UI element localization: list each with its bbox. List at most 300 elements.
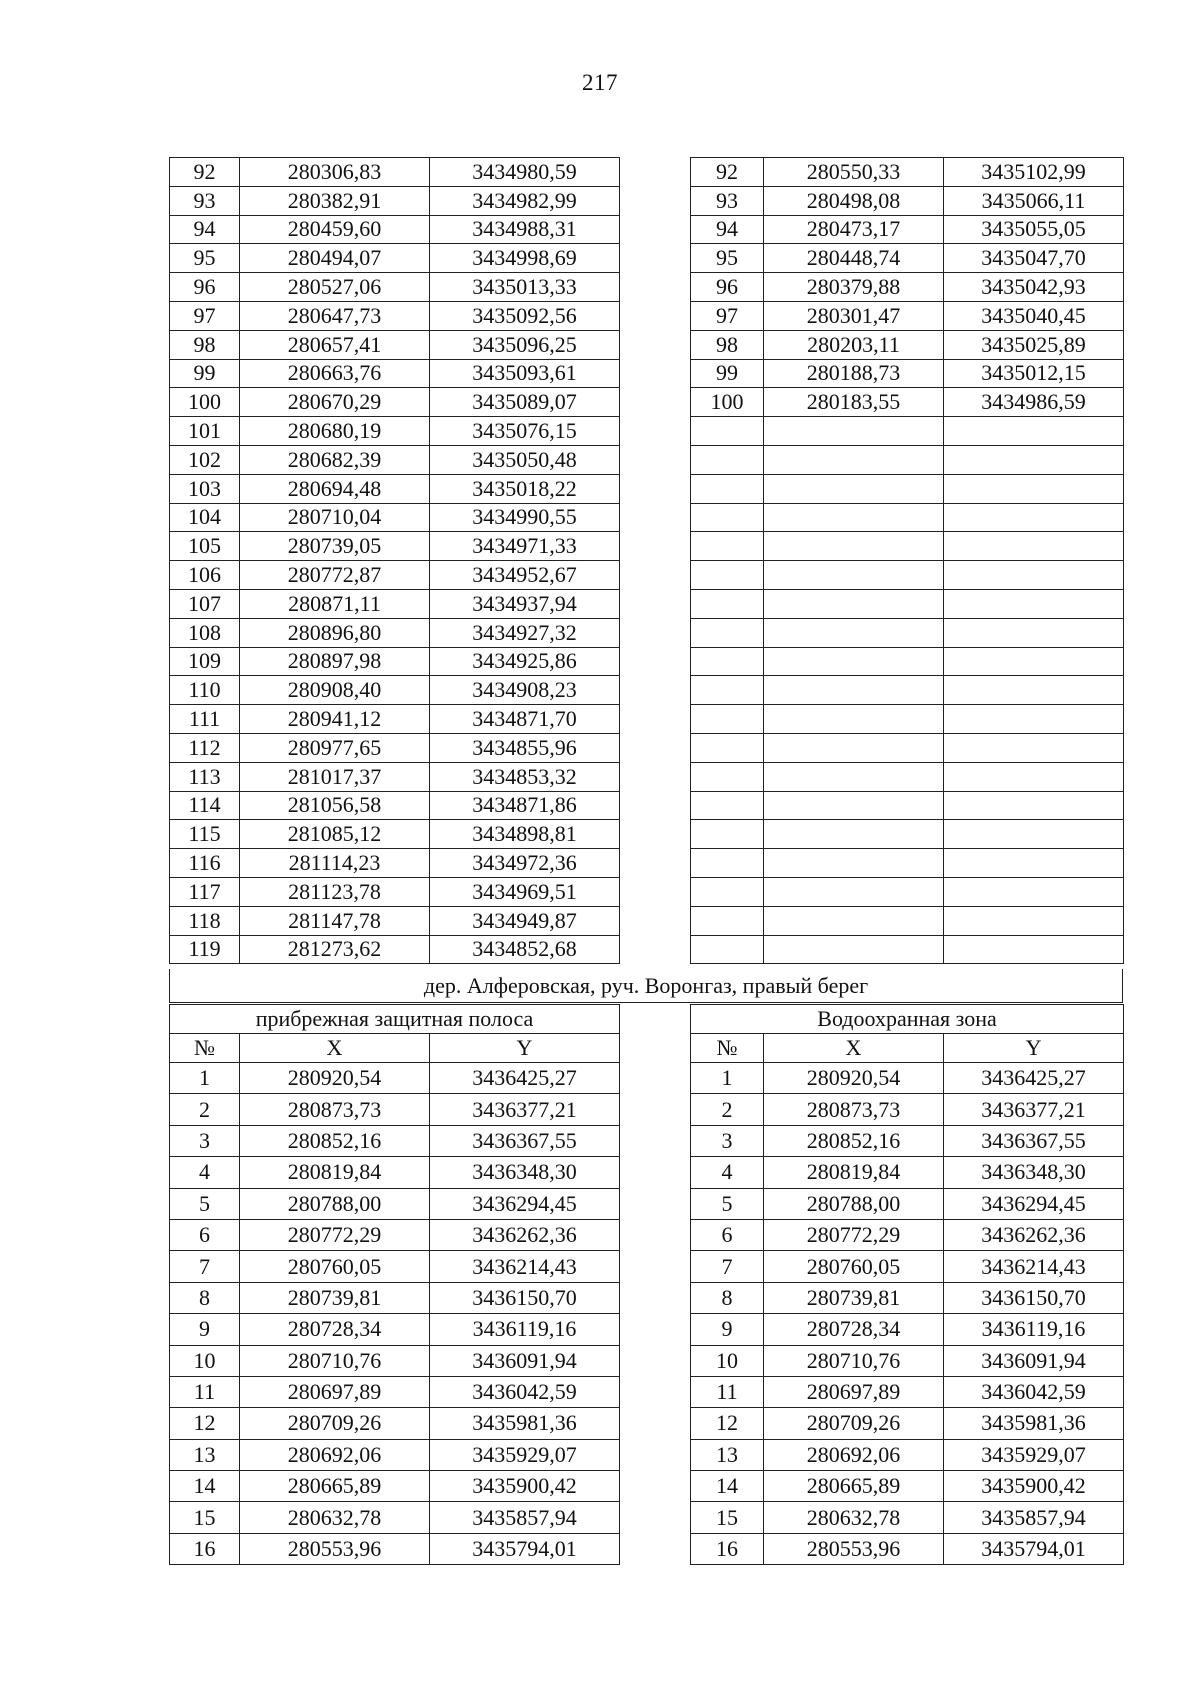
y-coordinate-cell: [944, 762, 1124, 791]
y-coordinate-cell: 3435794,01: [944, 1533, 1124, 1564]
point-number-cell: 1: [691, 1063, 764, 1094]
point-number-cell: [691, 705, 764, 734]
y-coordinate-cell: 3435093,61: [430, 359, 620, 388]
point-number-cell: 112: [170, 733, 240, 762]
y-coordinate-cell: [944, 705, 1124, 734]
table-row: [691, 273, 1124, 302]
y-coordinate-cell: 3435066,11: [944, 186, 1124, 215]
x-coordinate-cell: 280760,05: [764, 1251, 944, 1282]
y-coordinate-cell: 3436348,30: [944, 1157, 1124, 1188]
table-row: [691, 1063, 1124, 1094]
table-row: [691, 1094, 1124, 1125]
table-row: [691, 1282, 1124, 1313]
x-coordinate-cell: 280448,74: [764, 244, 944, 273]
x-coordinate-cell: [764, 445, 944, 474]
point-number-cell: 7: [170, 1251, 240, 1282]
y-coordinate-cell: [944, 647, 1124, 676]
y-coordinate-cell: 3435857,94: [430, 1502, 620, 1533]
point-number-cell: 16: [691, 1533, 764, 1564]
x-coordinate-cell: 280188,73: [764, 359, 944, 388]
y-coordinate-cell: 3436262,36: [430, 1219, 620, 1250]
table-row: [691, 330, 1124, 359]
coordinates-table-top-right: [690, 157, 1124, 964]
point-number-cell: 116: [170, 849, 240, 878]
point-number-cell: 115: [170, 820, 240, 849]
table-row: [691, 762, 1124, 791]
point-number-cell: [691, 676, 764, 705]
y-coordinate-cell: [944, 532, 1124, 561]
point-number-cell: 109: [170, 647, 240, 676]
x-coordinate-cell: 280709,26: [764, 1408, 944, 1439]
point-number-cell: 8: [170, 1282, 240, 1313]
point-number-cell: 93: [691, 186, 764, 215]
table-row: [691, 733, 1124, 762]
y-coordinate-cell: 3434969,51: [430, 877, 620, 906]
y-coordinate-cell: 3436377,21: [430, 1094, 620, 1125]
page-number: 217: [582, 70, 618, 95]
x-coordinate-cell: 280871,11: [240, 589, 430, 618]
y-coordinate-cell: 3435050,48: [430, 445, 620, 474]
x-coordinate-cell: 280473,17: [764, 215, 944, 244]
y-coordinate-cell: 3435012,15: [944, 359, 1124, 388]
x-coordinate-cell: 280941,12: [240, 705, 430, 734]
x-coordinate-cell: 280494,07: [240, 244, 430, 273]
table-row: [170, 820, 620, 849]
table-row: [170, 849, 620, 878]
x-coordinate-cell: [764, 532, 944, 561]
y-coordinate-cell: 3435047,70: [944, 244, 1124, 273]
table-row: [691, 503, 1124, 532]
x-coordinate-cell: 280382,91: [240, 186, 430, 215]
table-row: [170, 561, 620, 590]
y-coordinate-cell: 3435096,25: [430, 330, 620, 359]
y-coordinate-cell: 3435013,33: [430, 273, 620, 302]
table-row: [170, 1094, 620, 1125]
x-coordinate-cell: 280498,08: [764, 186, 944, 215]
table-row: [691, 1408, 1124, 1439]
table-row: [170, 417, 620, 446]
point-number-cell: 15: [170, 1502, 240, 1533]
x-coordinate-cell: 281114,23: [240, 849, 430, 878]
x-coordinate-cell: [764, 676, 944, 705]
table-row: [170, 647, 620, 676]
x-coordinate-cell: 280772,29: [240, 1219, 430, 1250]
x-coordinate-cell: 280657,41: [240, 330, 430, 359]
table-row: [691, 359, 1124, 388]
coastal-protection-strip-table: [169, 1004, 620, 1565]
table-row: [170, 186, 620, 215]
y-coordinate-cell: 3436367,55: [430, 1125, 620, 1156]
y-coordinate-cell: 3434871,70: [430, 705, 620, 734]
point-number-cell: 103: [170, 474, 240, 503]
x-coordinate-cell: 280647,73: [240, 301, 430, 330]
table-row: [691, 647, 1124, 676]
point-number-cell: 100: [170, 388, 240, 417]
point-number-cell: 11: [170, 1376, 240, 1407]
table-row: [170, 1063, 620, 1094]
point-number-cell: 95: [691, 244, 764, 273]
y-coordinate-cell: [944, 935, 1124, 964]
table-row: [170, 1471, 620, 1502]
table-row: [170, 359, 620, 388]
table-row: [691, 1471, 1124, 1502]
y-coordinate-cell: 3435089,07: [430, 388, 620, 417]
x-coordinate-cell: 281273,62: [240, 935, 430, 964]
table-row: [691, 820, 1124, 849]
y-coordinate-cell: 3434971,33: [430, 532, 620, 561]
y-coordinate-cell: [944, 417, 1124, 446]
y-coordinate-cell: 3435076,15: [430, 417, 620, 446]
table-row: [170, 503, 620, 532]
y-coordinate-cell: 3436150,70: [944, 1282, 1124, 1313]
point-number-cell: 114: [170, 791, 240, 820]
point-number-cell: 5: [170, 1188, 240, 1219]
point-number-cell: 13: [691, 1439, 764, 1470]
x-coordinate-cell: 280553,96: [240, 1533, 430, 1564]
table-row: [170, 1408, 620, 1439]
y-coordinate-cell: [944, 561, 1124, 590]
point-number-cell: 95: [170, 244, 240, 273]
y-coordinate-cell: 3436091,94: [430, 1345, 620, 1376]
point-number-cell: 97: [170, 301, 240, 330]
table-row: [691, 1502, 1124, 1533]
table-row: [691, 445, 1124, 474]
table-row: [691, 474, 1124, 503]
y-coordinate-cell: [944, 906, 1124, 935]
point-number-cell: [691, 532, 764, 561]
y-coordinate-cell: 3435102,99: [944, 158, 1124, 187]
x-coordinate-cell: [764, 503, 944, 532]
x-coordinate-cell: 280697,89: [240, 1376, 430, 1407]
y-coordinate-cell: 3436377,21: [944, 1094, 1124, 1125]
table-row: [170, 1251, 620, 1282]
x-coordinate-cell: 280680,19: [240, 417, 430, 446]
point-number-cell: 104: [170, 503, 240, 532]
point-number-cell: 99: [691, 359, 764, 388]
x-coordinate-cell: 280852,16: [240, 1125, 430, 1156]
point-number-cell: 8: [691, 1282, 764, 1313]
table-row: [691, 589, 1124, 618]
x-coordinate-cell: 280739,81: [240, 1282, 430, 1313]
table-row: [170, 935, 620, 964]
y-coordinate-cell: 3434990,55: [430, 503, 620, 532]
y-coordinate-cell: 3436119,16: [430, 1314, 620, 1345]
point-number-cell: 106: [170, 561, 240, 590]
table-row: [170, 445, 620, 474]
x-coordinate-cell: [764, 733, 944, 762]
point-number-cell: [691, 589, 764, 618]
table-row: [691, 1314, 1124, 1345]
x-coordinate-cell: 280632,78: [240, 1502, 430, 1533]
x-coordinate-cell: 280183,55: [764, 388, 944, 417]
table-row: [691, 1345, 1124, 1376]
x-coordinate-cell: 280665,89: [764, 1471, 944, 1502]
point-number-cell: [691, 561, 764, 590]
point-number-cell: 92: [170, 158, 240, 187]
table-row: [691, 1439, 1124, 1470]
table-row: [691, 158, 1124, 187]
point-number-cell: 117: [170, 877, 240, 906]
y-coordinate-cell: 3435900,42: [430, 1471, 620, 1502]
table-row: [691, 1125, 1124, 1156]
point-number-cell: 96: [691, 273, 764, 302]
table-row: [691, 1533, 1124, 1564]
y-coordinate-cell: 3434986,59: [944, 388, 1124, 417]
x-coordinate-cell: [764, 906, 944, 935]
table-row: [691, 301, 1124, 330]
table-row: [170, 273, 620, 302]
point-number-cell: 7: [691, 1251, 764, 1282]
y-coordinate-cell: 3435018,22: [430, 474, 620, 503]
y-coordinate-cell: [944, 503, 1124, 532]
y-coordinate-cell: 3434998,69: [430, 244, 620, 273]
y-coordinate-cell: 3436294,45: [944, 1188, 1124, 1219]
point-number-cell: 14: [170, 1471, 240, 1502]
table-row: [170, 676, 620, 705]
x-coordinate-cell: [764, 820, 944, 849]
table-row: [170, 1157, 620, 1188]
y-coordinate-cell: 3434937,94: [430, 589, 620, 618]
x-coordinate-cell: 280692,06: [764, 1439, 944, 1470]
y-coordinate-cell: 3435055,05: [944, 215, 1124, 244]
table-row: [170, 1282, 620, 1313]
table-row: [691, 676, 1124, 705]
table-row: [170, 1188, 620, 1219]
x-coordinate-cell: 280379,88: [764, 273, 944, 302]
point-number-cell: 98: [691, 330, 764, 359]
x-coordinate-cell: 280896,80: [240, 618, 430, 647]
x-coordinate-cell: 280710,04: [240, 503, 430, 532]
x-coordinate-cell: 281123,78: [240, 877, 430, 906]
table-row: [170, 1345, 620, 1376]
y-coordinate-cell: 3435929,07: [430, 1439, 620, 1470]
y-coordinate-cell: [944, 849, 1124, 878]
point-number-cell: 9: [170, 1314, 240, 1345]
x-coordinate-cell: 280819,84: [764, 1157, 944, 1188]
y-coordinate-cell: 3436425,27: [430, 1063, 620, 1094]
point-number-cell: 12: [170, 1408, 240, 1439]
y-coordinate-cell: 3436214,43: [430, 1251, 620, 1282]
point-number-cell: 14: [691, 1471, 764, 1502]
x-coordinate-cell: 280665,89: [240, 1471, 430, 1502]
x-coordinate-cell: [764, 561, 944, 590]
x-coordinate-cell: 280920,54: [240, 1063, 430, 1094]
point-number-cell: 1: [170, 1063, 240, 1094]
table-row: [170, 1502, 620, 1533]
x-coordinate-cell: [764, 589, 944, 618]
table-row: [170, 301, 620, 330]
point-number-cell: 101: [170, 417, 240, 446]
x-coordinate-cell: 280632,78: [764, 1502, 944, 1533]
point-number-cell: [691, 820, 764, 849]
table-row: [170, 388, 620, 417]
table-row: [691, 935, 1124, 964]
x-coordinate-cell: [764, 762, 944, 791]
table-row: [691, 877, 1124, 906]
table-row: [170, 158, 620, 187]
point-number-cell: 99: [170, 359, 240, 388]
x-coordinate-cell: [764, 935, 944, 964]
x-coordinate-cell: 280692,06: [240, 1439, 430, 1470]
point-number-cell: 15: [691, 1502, 764, 1533]
table-row: [691, 1188, 1124, 1219]
zone-title: прибрежная защитная полоса: [170, 1005, 620, 1034]
y-coordinate-cell: 3436294,45: [430, 1188, 620, 1219]
point-number-cell: [691, 647, 764, 676]
point-number-cell: 13: [170, 1439, 240, 1470]
x-coordinate-cell: 280897,98: [240, 647, 430, 676]
x-coordinate-cell: 280301,47: [764, 301, 944, 330]
table-row: [691, 1376, 1124, 1407]
point-number-cell: 4: [170, 1157, 240, 1188]
x-coordinate-cell: 280550,33: [764, 158, 944, 187]
table-row: [170, 877, 620, 906]
table-row: [170, 1439, 620, 1470]
y-coordinate-cell: 3435929,07: [944, 1439, 1124, 1470]
y-coordinate-cell: [944, 618, 1124, 647]
x-coordinate-cell: 280772,29: [764, 1219, 944, 1250]
x-coordinate-cell: 280697,89: [764, 1376, 944, 1407]
table-row: [691, 906, 1124, 935]
point-number-cell: 92: [691, 158, 764, 187]
y-coordinate-cell: [944, 820, 1124, 849]
table-row: [691, 244, 1124, 273]
table-row: [691, 532, 1124, 561]
y-coordinate-cell: 3436348,30: [430, 1157, 620, 1188]
point-number-cell: 118: [170, 906, 240, 935]
x-coordinate-cell: [764, 791, 944, 820]
x-coordinate-cell: 280203,11: [764, 330, 944, 359]
x-coordinate-cell: 280920,54: [764, 1063, 944, 1094]
point-number-cell: [691, 503, 764, 532]
x-coordinate-cell: [764, 705, 944, 734]
point-number-cell: 11: [691, 1376, 764, 1407]
point-number-cell: 98: [170, 330, 240, 359]
y-coordinate-cell: 3436042,59: [430, 1376, 620, 1407]
y-coordinate-cell: [944, 445, 1124, 474]
point-number-cell: 102: [170, 445, 240, 474]
point-number-cell: 96: [170, 273, 240, 302]
y-coordinate-cell: 3436214,43: [944, 1251, 1124, 1282]
table-row: [691, 417, 1124, 446]
table-row: [170, 705, 620, 734]
point-number-cell: [691, 877, 764, 906]
x-coordinate-cell: 280663,76: [240, 359, 430, 388]
y-coordinate-cell: [944, 877, 1124, 906]
table-row: [691, 215, 1124, 244]
x-coordinate-cell: 281085,12: [240, 820, 430, 849]
x-coordinate-cell: [764, 618, 944, 647]
point-number-cell: 16: [170, 1533, 240, 1564]
point-number-cell: 2: [170, 1094, 240, 1125]
point-number-cell: 107: [170, 589, 240, 618]
y-coordinate-cell: [944, 733, 1124, 762]
y-coordinate-cell: 3434925,86: [430, 647, 620, 676]
table-row: [691, 705, 1124, 734]
y-coordinate-cell: 3434952,67: [430, 561, 620, 590]
x-coordinate-cell: [764, 474, 944, 503]
x-coordinate-cell: 280788,00: [764, 1188, 944, 1219]
table-row: [691, 1251, 1124, 1282]
table-row: [170, 733, 620, 762]
column-header-number: №: [170, 1034, 240, 1063]
point-number-cell: 10: [691, 1345, 764, 1376]
x-coordinate-cell: 281056,58: [240, 791, 430, 820]
table-row: [170, 330, 620, 359]
x-coordinate-cell: 280977,65: [240, 733, 430, 762]
x-coordinate-cell: 280852,16: [764, 1125, 944, 1156]
y-coordinate-cell: 3435040,45: [944, 301, 1124, 330]
y-coordinate-cell: 3434898,81: [430, 820, 620, 849]
y-coordinate-cell: 3435857,94: [944, 1502, 1124, 1533]
x-coordinate-cell: 280739,81: [764, 1282, 944, 1313]
point-number-cell: [691, 474, 764, 503]
x-coordinate-cell: 280772,87: [240, 561, 430, 590]
x-coordinate-cell: [764, 877, 944, 906]
y-coordinate-cell: 3434949,87: [430, 906, 620, 935]
x-coordinate-cell: 280306,83: [240, 158, 430, 187]
x-coordinate-cell: 280873,73: [240, 1094, 430, 1125]
table-row: [691, 186, 1124, 215]
y-coordinate-cell: 3435900,42: [944, 1471, 1124, 1502]
x-coordinate-cell: 280819,84: [240, 1157, 430, 1188]
point-number-cell: [691, 935, 764, 964]
y-coordinate-cell: 3434852,68: [430, 935, 620, 964]
column-header-y: Y: [430, 1034, 620, 1063]
column-header-x: X: [240, 1034, 430, 1063]
point-number-cell: 93: [170, 186, 240, 215]
table-row: [170, 791, 620, 820]
y-coordinate-cell: 3434980,59: [430, 158, 620, 187]
y-coordinate-cell: [944, 676, 1124, 705]
point-number-cell: 12: [691, 1408, 764, 1439]
table-row: [170, 762, 620, 791]
point-number-cell: 10: [170, 1345, 240, 1376]
table-row: [691, 1219, 1124, 1250]
x-coordinate-cell: 281147,78: [240, 906, 430, 935]
table-row: [691, 849, 1124, 878]
table-row: [170, 244, 620, 273]
y-coordinate-cell: 3434927,32: [430, 618, 620, 647]
x-coordinate-cell: 280694,48: [240, 474, 430, 503]
point-number-cell: [691, 618, 764, 647]
point-number-cell: 108: [170, 618, 240, 647]
y-coordinate-cell: 3434988,31: [430, 215, 620, 244]
point-number-cell: 4: [691, 1157, 764, 1188]
x-coordinate-cell: 280873,73: [764, 1094, 944, 1125]
y-coordinate-cell: 3435981,36: [944, 1408, 1124, 1439]
point-number-cell: 9: [691, 1314, 764, 1345]
point-number-cell: [691, 849, 764, 878]
table-row: [691, 561, 1124, 590]
point-number-cell: [691, 906, 764, 935]
water-protection-zone-table: [690, 1004, 1124, 1565]
x-coordinate-cell: 280728,34: [764, 1314, 944, 1345]
x-coordinate-cell: 280710,76: [764, 1345, 944, 1376]
table-row: [691, 388, 1124, 417]
y-coordinate-cell: 3434972,36: [430, 849, 620, 878]
point-number-cell: 5: [691, 1188, 764, 1219]
y-coordinate-cell: 3434908,23: [430, 676, 620, 705]
x-coordinate-cell: 280788,00: [240, 1188, 430, 1219]
column-header-y: Y: [944, 1034, 1124, 1063]
point-number-cell: 94: [170, 215, 240, 244]
column-header-number: №: [691, 1034, 764, 1063]
x-coordinate-cell: 280670,29: [240, 388, 430, 417]
point-number-cell: [691, 417, 764, 446]
table-row: [170, 1125, 620, 1156]
table-row: [691, 1157, 1124, 1188]
